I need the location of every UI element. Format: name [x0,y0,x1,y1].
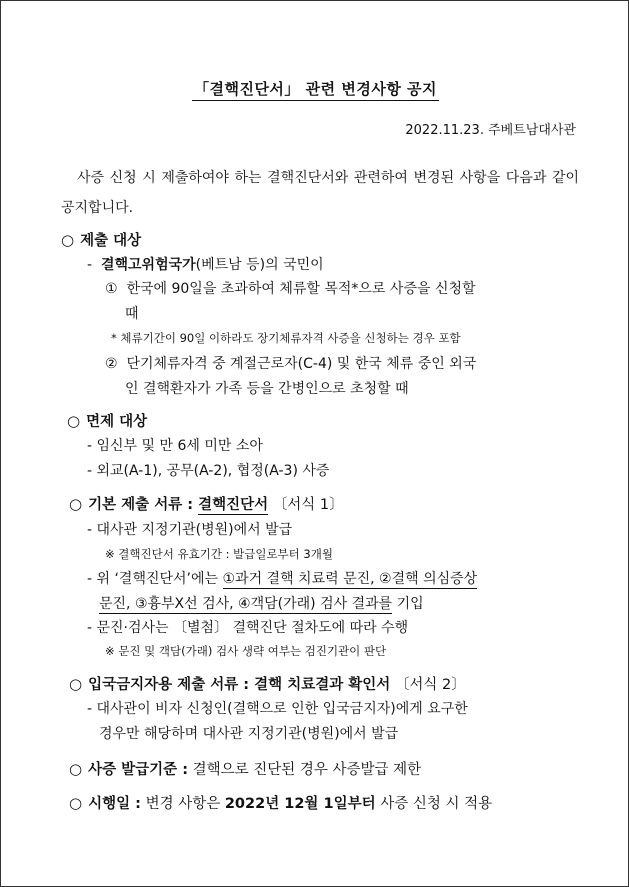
intro-paragraph: 사증 신청 시 제출하여야 하는 결핵진단서와 관련하여 변경된 사항을 다음과 같이 공지합니다. [61,170,579,216]
exemption-line-2: - 외교(A-1), 공무(A-2), 협정(A-3) 사증 [87,463,330,479]
item-2-line-b: 인 결핵환자가 가족 등을 간병인으로 초청할 때 [125,381,409,397]
entry-ban-line-2: 경우만 해당하며 대사관 지정기관(병원)에서 발급 [99,726,399,742]
date-line: 2022.11.23. 주베트남대사관 [405,123,576,138]
doc-line-3: 문진, ③흉부X선 검사, ④객담(가래) 검사 결과를 기입 [99,596,424,612]
item-1-line-b: 때 [125,306,139,322]
circle-bullet: ○ [61,231,75,249]
doc-line-1: - 대사관 지정기관(병원)에서 발급 [87,522,293,538]
validity-note: ※ 결핵진단서 유효기간 : 발급일로부터 3개월 [105,547,333,561]
section-submission-target [61,229,141,250]
entry-ban-line-1: - 대사관이 비자 신청인(결핵으로 인한 입국금지자)에게 요구한 [87,701,468,717]
section-heading: 제출 대상 [80,233,142,249]
document-title: 「결핵진단서」 관련 변경사항 공지 [1,78,629,99]
doc-line-4: - 문진·검사는 〔별첨〕 결핵진단 절차도에 따라 수행 [87,620,409,636]
section-entry-ban-documents: ○ 입국금지자용 제출 서류 : 결핵 치료결과 확인서 〔서식 2〕 [69,675,466,693]
inspection-note: ※ 문진 및 객담(가래) 검사 생략 여부는 검진기관이 판단 [105,644,387,658]
stay-note: * 체류기간이 90일 이하라도 장기체류자격 사증을 신청하는 경우 포함 [111,331,461,345]
doc-line-2: - 위 ‘결핵진단서’에는 ①과거 결핵 치료력 문진, ②결핵 의심증상 [87,571,478,587]
item-2-line-a: ② 단기체류자격 중 계절근로자(C-4) 및 한국 체류 중인 외국 [105,356,477,372]
section-exemption: ○ 면제 대상 [67,412,148,430]
high-risk-country-line: - 결핵고위험국가(베트남 등)의 국민이 [87,257,324,273]
exemption-line-1: - 임신부 및 만 6세 미만 소아 [87,438,263,454]
section-visa-criteria: ○ 사증 발급기준 : 결핵으로 진단된 경우 사증발급 제한 [69,760,422,778]
item-1-line-a: ① 한국에 90일을 초과하여 체류할 목적*으로 사증을 신청할 [105,281,476,297]
section-basic-documents: ○ 기본 제출 서류 : 결핵진단서 〔서식 1〕 [69,495,344,513]
section-effective-date: ○ 시행일 : 변경 사항은 2022년 12월 1일부터 사증 신청 시 적용 [69,794,493,812]
